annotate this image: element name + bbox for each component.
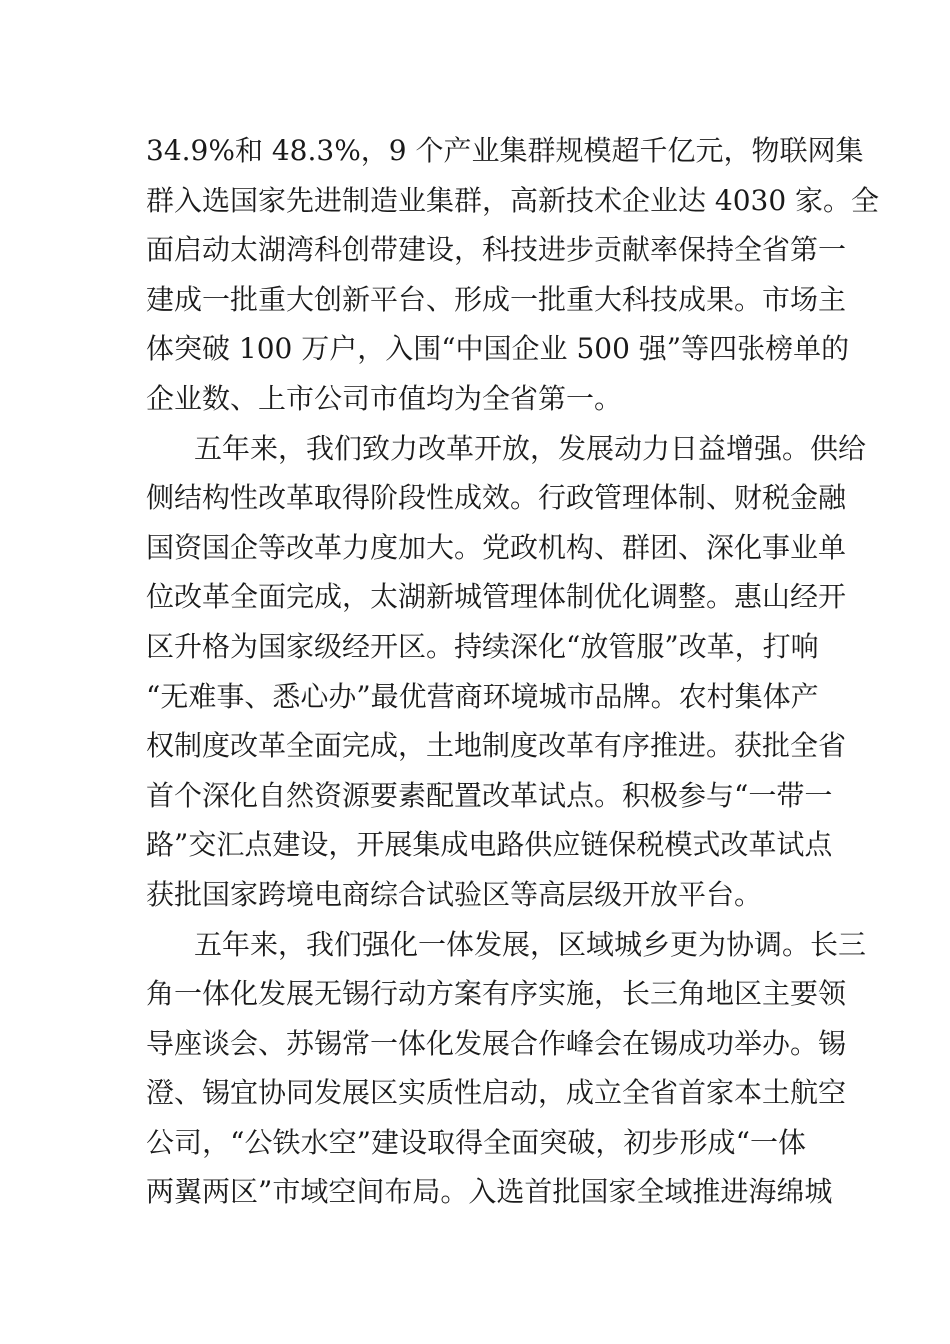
text-line: 企业数、上市公司市值均为全省第一。 xyxy=(146,381,623,415)
text-line: 首个深化自然资源要素配置改革试点。积极参与“一带一 xyxy=(146,778,833,812)
text-line: 角一体化发展无锡行动方案有序实施，长三角地区主要领 xyxy=(146,977,847,1011)
text-line: 面启动太湖湾科创带建设，科技进步贡献率保持全省第一 xyxy=(146,233,847,267)
text-line: 公司，“公铁水空”建设取得全面突破，初步形成“一体 xyxy=(146,1125,806,1159)
text-line: 位改革全面完成，太湖新城管理体制优化调整。惠山经开 xyxy=(146,580,847,614)
text-line: 34.9%和 48.3%，9 个产业集群规模超千亿元，物联网集 xyxy=(146,134,864,167)
text-line: 国资国企等改革力度加大。党政机构、群团、深化事业单 xyxy=(146,530,847,564)
paragraph-start-line: 五年来，我们强化一体发展，区域城乡更为协调。长三 xyxy=(194,927,867,961)
text-line: 建成一批重大创新平台、形成一批重大科技成果。市场主 xyxy=(146,282,847,316)
text-line: “无难事、悉心办”最优营商环境城市品牌。农村集体产 xyxy=(146,679,819,713)
text-line: 权制度改革全面完成，土地制度改革有序推进。获批全省 xyxy=(146,729,847,763)
text-line: 导座谈会、苏锡常一体化发展合作峰会在锡成功举办。锡 xyxy=(146,1026,847,1060)
text-line: 路”交汇点建设，开展集成电路供应链保税模式改革试点 xyxy=(146,828,833,862)
text-line: 群入选国家先进制造业集群，高新技术企业达 4030 家。全 xyxy=(146,183,880,217)
text-line: 侧结构性改革取得阶段性成效。行政管理体制、财税金融 xyxy=(146,481,847,515)
text-line: 获批国家跨境电商综合试验区等高层级开放平台。 xyxy=(146,877,763,911)
text-line: 体突破 100 万户，入围“中国企业 500 强”等四张榜单的 xyxy=(146,332,850,366)
text-line: 两翼两区”市域空间布局。入选首批国家全域推进海绵城 xyxy=(146,1175,833,1209)
text-line: 区升格为国家级经开区。持续深化“放管服”改革，打响 xyxy=(146,629,819,663)
text-line: 澄、锡宜协同发展区实质性启动，成立全省首家本土航空 xyxy=(146,1076,847,1110)
body-text xyxy=(146,126,880,1217)
paragraph-start-line: 五年来，我们致力改革开放，发展动力日益增强。供给 xyxy=(194,431,867,465)
